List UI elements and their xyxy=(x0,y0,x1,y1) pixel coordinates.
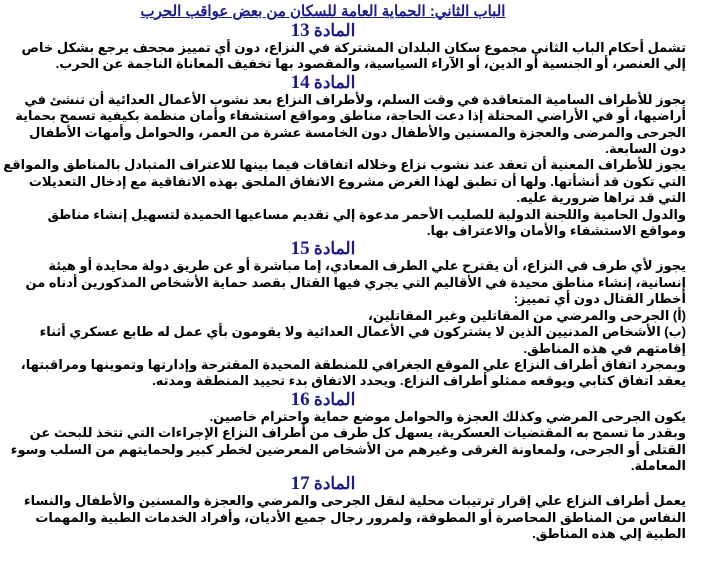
article-heading xyxy=(0,73,686,92)
article-paragraph: يجوز للأطراف السامية المتعاقدة في وقت السلم، ولأطراف النزاع بعد نشوب الأعمال العدائية أن تنشئ في أراضيها، أو في الأراضي المحتلة إذا دعت الحاجة، مناطق ومواقع استشفاء وأمان منظمة بكيفية تسمح بحماية الجرحى والمرضى والعجزة والمسنين والأطفال دون الخامسة عشرة من العمر، والحوامل وأمهات الأطفال دون السابعة. xyxy=(15,91,686,157)
article-paragraph: وبقدر ما تسمح به المقتضيات العسكرية، يسهل كل طرف من أطراف النزاع الإجراءات التي تتخذ للبحث عن القتلى أو الجرحى، ولمعاونة الغرقى وغيرهم من الأشخاص المعرضين لخطر كبير ولحمايتهم من السلب وسوء المعاملة. xyxy=(10,425,686,473)
article-number: 17 xyxy=(290,473,310,495)
article-13 xyxy=(0,21,686,73)
article-number: 16 xyxy=(290,388,310,410)
article-label: المادة xyxy=(313,239,356,259)
chapter-title: الباب الثاني: الحماية العامة للسكان من بعض عواقب الحرب xyxy=(140,3,506,20)
article-label: المادة xyxy=(313,72,356,92)
article-paragraph: والدول الحامية واللجنة الدولية للصليب الأحمر مدعوة إلي تقديم مساعيها الحميدة لتسهيل إنشاء مناطق ومواقع الاستشفاء والأمان والاعتراف بها. xyxy=(47,206,686,239)
article-paragraph: وبمجرد اتفاق أطراف النزاع علي الموقع الجغرافي للمنطقة المحيدة المقترحة وإدارتها وتموينها ومراقبتها، يعقد اتفاق كتابي ويوقعه ممثلو أطراف النزاع. ويحدد الاتفاق بدء تحييد المنطقة ومدته. xyxy=(20,356,686,389)
article-label: المادة xyxy=(313,474,356,494)
article-label: المادة xyxy=(313,21,356,40)
article-paragraph: يجوز لأي طرف في النزاع، أن يقترح علي الطرف المعادي، إما مباشرة أو عن طريق دولة محايدة أو هيئة إنسانية، إنشاء مناطق محيدة في الأقاليم التي يجري فيها القتال بقصد حماية الأشخاص المذكورين أدناه من أخطار القتال دون أي تمييز: xyxy=(25,258,686,307)
article-paragraph: يعمل أطراف النزاع علي إقرار ترتيبات محلية لنقل الجرحى والمرضي والعجزة والمسنين والأطفال والنساء النفاس من المناطق المحاصرة أو المطوقة، ولمرور رجال جميع الأديان، وأفراد الخدمات الطبية والمهمات الطبية إلي هذه المناطق. xyxy=(24,493,686,542)
list-item: (ب) الأشخاص المدنيين الذين لا يشتركون في الأعمال العدائية ولا يقومون بأي عمل له طابع عسكري أثناء إقامتهم في هذه المناطق. xyxy=(39,324,686,356)
article-label: المادة xyxy=(313,389,356,409)
article-number: 14 xyxy=(290,71,310,93)
article-17 xyxy=(0,474,686,542)
article-heading xyxy=(0,390,686,409)
article-paragraph: يجوز للأطراف المعنية أن تعقد عند نشوب نزاع وخلاله اتفاقات فيما بينها للاعتراف المتبادل بالمناطق والمواقع التي تكون قد أنشأتها. ولها أن تطبق لهذا الغرض مشروع الاتفاق الملحق بهذه الاتفاقية مع إدخال التعديلات التي قد تراها ضرورية عليه. xyxy=(3,157,686,206)
article-paragraph: تشمل أحكام الباب الثاني مجموع سكان البلدان المشتركة في النزاع، دون أي تمييز مجحف يرجع بشكل خاص إلي العنصر، أو الجنسية أو الدين، أو الآراء السياسية، والمقصود بها تخفيف المعاناة الناجمة عن الحرب. xyxy=(21,40,686,72)
article-heading xyxy=(0,21,686,40)
article-paragraph: يكون الجرحى المرضي وكذلك العجزة والحوامل موضع حماية واحترام خاصين. xyxy=(209,408,686,424)
article-number: 13 xyxy=(290,20,310,41)
article-14 xyxy=(0,73,686,240)
article-heading xyxy=(0,474,686,493)
article-number: 15 xyxy=(290,238,310,260)
article-heading xyxy=(0,239,686,258)
article-16 xyxy=(0,390,686,475)
article-15 xyxy=(0,239,686,389)
list-item: (أ) الجرحى والمرضي من المقاتلين وغير المقاتلين، xyxy=(367,307,686,323)
